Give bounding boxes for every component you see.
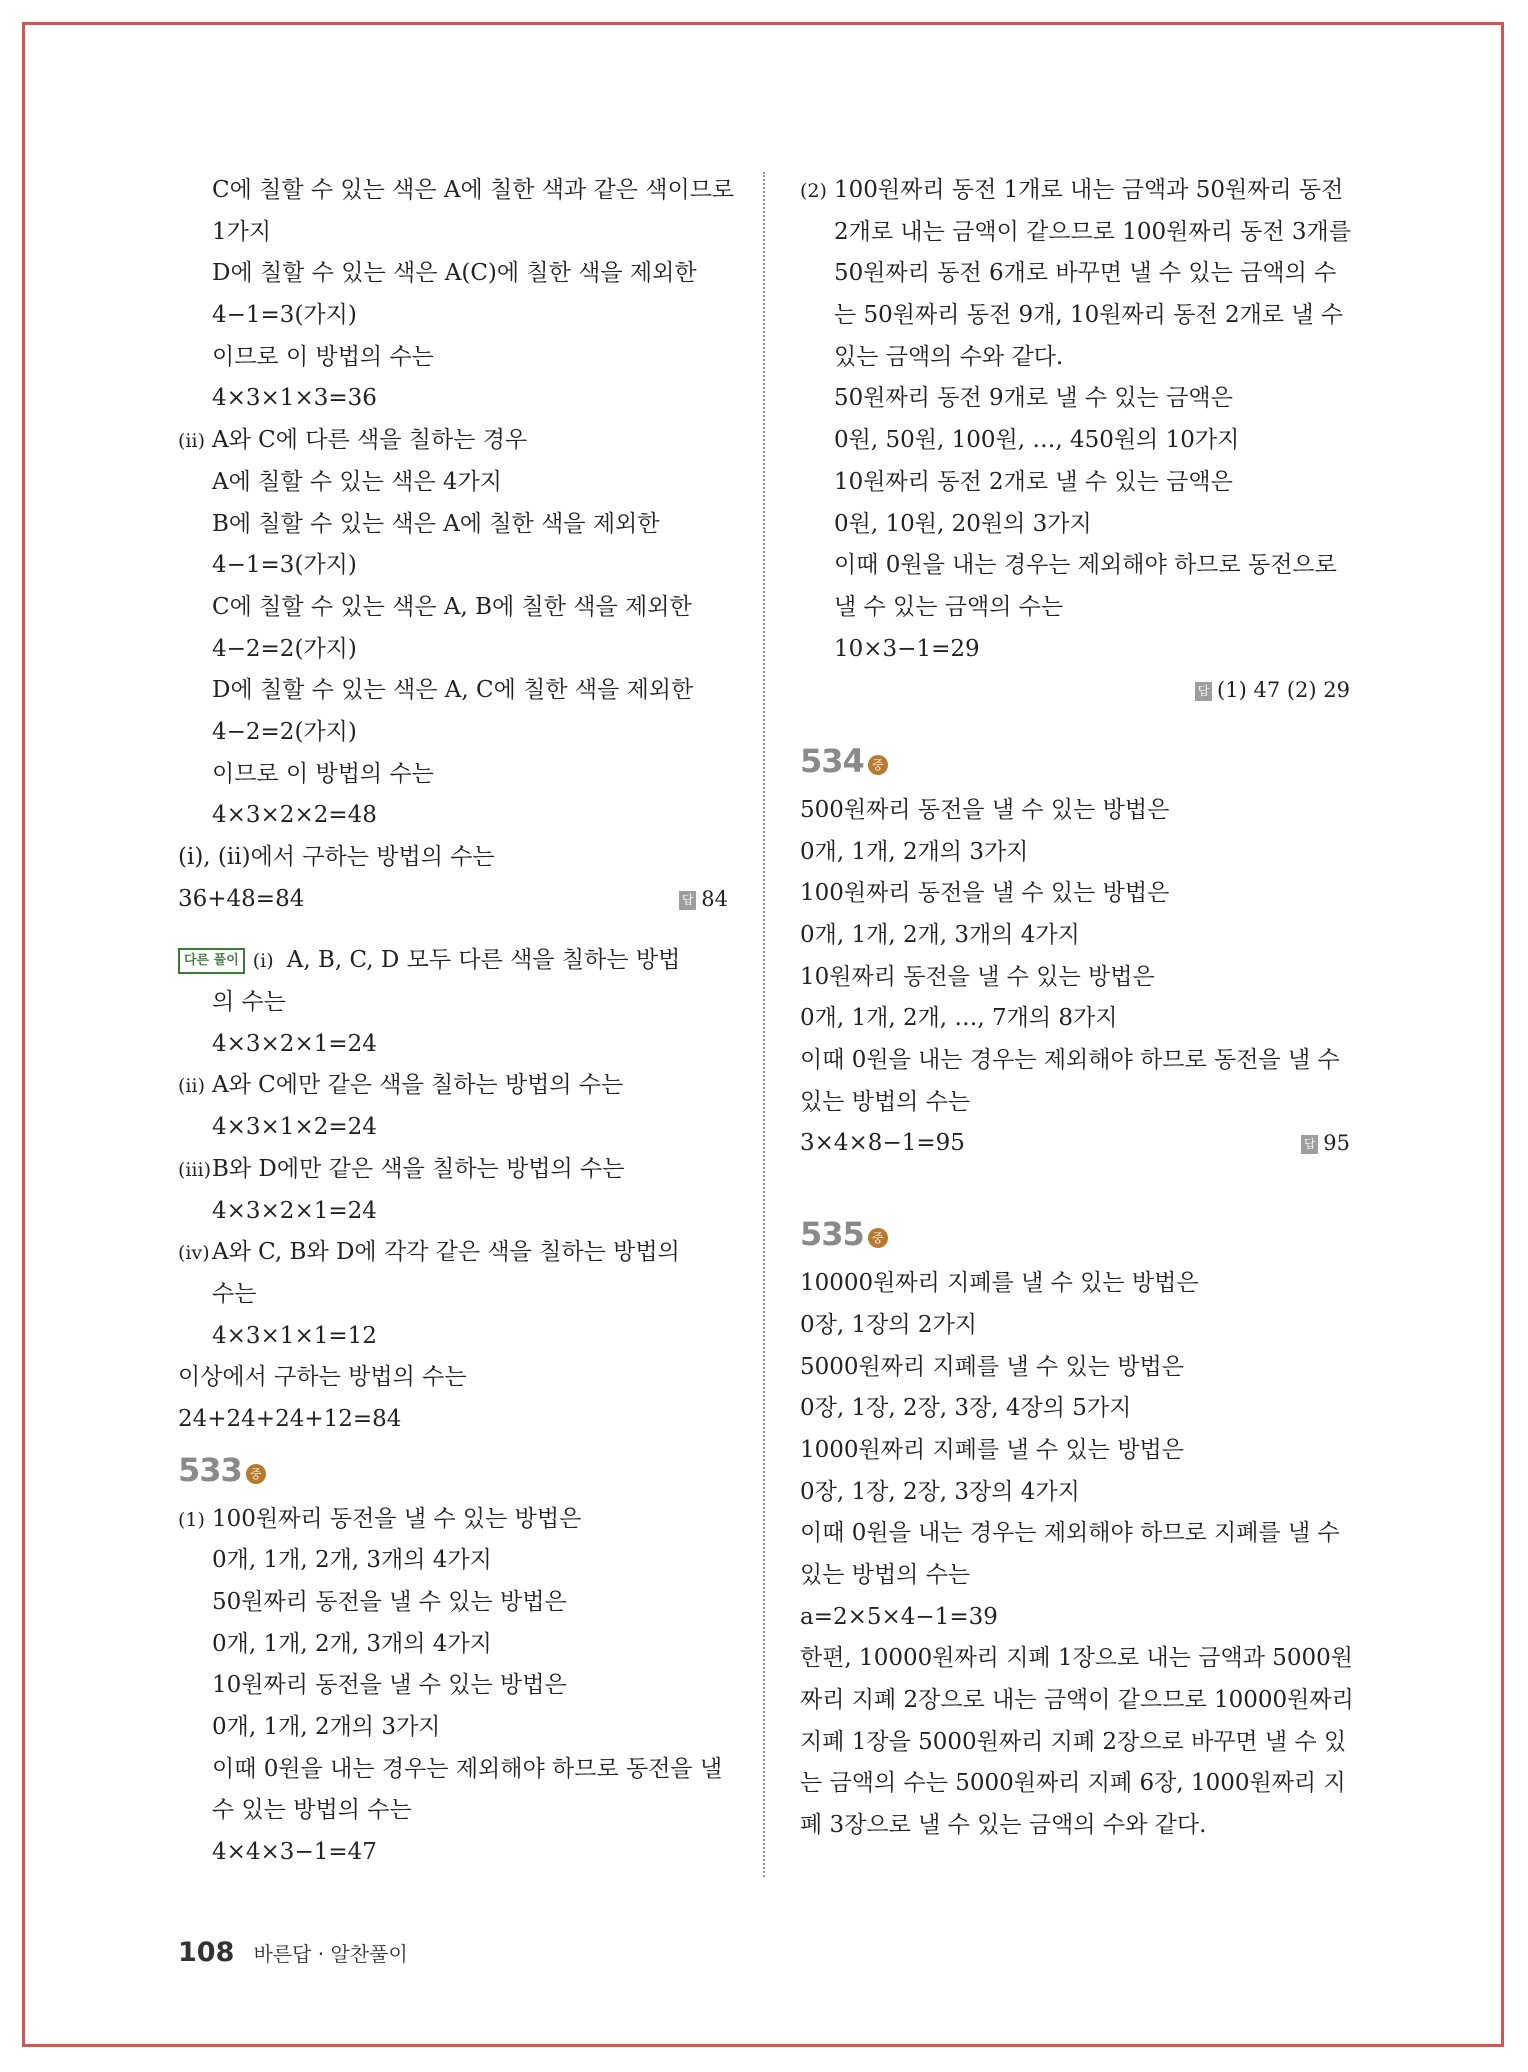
line-text: 0원, 50원, 100원, …, 450원의 10가지 [834, 427, 1240, 454]
problem-number: 534 [800, 741, 864, 780]
line-text: 2개로 내는 금액이 같으므로 100원짜리 동전 3개를 [834, 218, 1351, 245]
text-line [800, 790, 1350, 832]
answer-value: (1) 47 (2) 29 [1217, 678, 1350, 703]
line-text: 4−2=2(가지) [212, 718, 357, 745]
line-text: 있는 방법의 수는 [800, 1561, 971, 1588]
text-line [800, 1040, 1350, 1082]
line-text: B와 D에만 같은 색을 칠하는 방법의 수는 [212, 1155, 625, 1182]
alt-solution-badge: 다른 풀이 [178, 948, 245, 974]
line-text: 0장, 1장, 2장, 3장, 4장의 5가지 [800, 1395, 1132, 1422]
line-text: 이때 0원을 내는 경우는 제외해야 하므로 동전을 낼 [212, 1755, 723, 1782]
text-line [800, 998, 1350, 1040]
text-line [800, 337, 1350, 379]
text-line [800, 1513, 1350, 1555]
difficulty-badge: 중 [246, 1464, 266, 1484]
line-text: 짜리 지폐 2장으로 내는 금액이 같으므로 10000원짜리 [800, 1687, 1354, 1713]
book-title: 바른답 · 알찬풀이 [253, 1942, 408, 1966]
line-text: 10000원짜리 지폐를 낼 수 있는 방법은 [800, 1270, 1199, 1297]
text-line [178, 1107, 728, 1149]
line-text: B에 칠할 수 있는 색은 A에 칠한 색을 제외한 [212, 510, 660, 537]
line-text: 10원짜리 동전 2개로 낼 수 있는 금액은 [834, 468, 1233, 495]
page-footer [178, 1935, 408, 1971]
line-text: (ⅰ), (ⅱ)에서 구하는 방법의 수는 [178, 844, 495, 870]
text-line [178, 712, 728, 754]
text-line [800, 545, 1350, 587]
text-line [800, 1805, 1350, 1847]
text-line [178, 795, 728, 837]
line-text: 4−1=3(가지) [212, 552, 357, 579]
line-text: 4×3×2×1=24 [212, 1030, 377, 1057]
text-line [178, 670, 728, 712]
line-text: A에 칠할 수 있는 색은 4가지 [212, 468, 502, 495]
case-marker: (ⅱ) [178, 1075, 205, 1098]
left-column [178, 170, 735, 1874]
problem-heading [800, 732, 1350, 790]
line-text: 4×3×1×3=36 [212, 385, 377, 412]
text-line [800, 873, 1350, 915]
text-line [800, 1472, 1350, 1514]
text-line [800, 1680, 1354, 1722]
text-line [800, 1388, 1350, 1430]
spacer [178, 920, 728, 940]
text-line [178, 1399, 728, 1441]
line-text: 3×4×8−1=95 [800, 1130, 965, 1157]
line-text: 24+24+24+12=84 [178, 1405, 402, 1432]
line-text: 0개, 1개, 2개, 3개의 4가지 [800, 922, 1080, 948]
line-text: 0개, 1개, 2개의 3가지 [800, 838, 1029, 865]
line-text: 10×3−1=29 [834, 635, 980, 662]
text-line [800, 1722, 1350, 1764]
line-text: 0개, 1개, 2개의 3가지 [212, 1714, 441, 1741]
right-column [800, 170, 1354, 1847]
case-marker: (1) [178, 1508, 205, 1531]
line-text: A와 C, B와 D에 각각 같은 색을 칠하는 방법의 [212, 1239, 680, 1266]
text-line [178, 420, 728, 462]
text-line [178, 337, 728, 379]
line-text: 50원짜리 동전 6개로 바꾸면 낼 수 있는 금액의 수 [834, 260, 1337, 287]
text-line [178, 1832, 728, 1874]
line-text: 낼 수 있는 금액의 수는 [834, 593, 1064, 620]
text-line [178, 1707, 728, 1749]
line-text: a=2×5×4−1=39 [800, 1603, 998, 1630]
line-text: 100원짜리 동전을 낼 수 있는 방법은 [800, 880, 1170, 907]
line-text: 4×3×2×2=48 [212, 802, 377, 829]
text-line [178, 253, 728, 295]
line-text: 4×3×1×2=24 [212, 1114, 377, 1141]
text-line [178, 1274, 728, 1316]
line-text: 0개, 1개, 2개, 3개의 4가지 [212, 1547, 492, 1574]
answer-icon: 답 [1195, 682, 1212, 701]
text-line [178, 837, 728, 879]
line-text: 이때 0원을 내는 경우는 제외해야 하므로 지폐를 낼 수 [800, 1520, 1340, 1547]
text-line [178, 378, 728, 420]
line-text: 는 50원짜리 동전 9개, 10원짜리 동전 2개로 낼 수 [834, 302, 1344, 329]
difficulty-badge: 중 [868, 1228, 888, 1248]
answer-value: 84 [701, 886, 728, 911]
line-text: 는 금액의 수는 5000원짜리 지폐 6장, 1000원짜리 지 [800, 1770, 1346, 1797]
text-line [178, 462, 728, 504]
text-line [178, 1024, 728, 1066]
text-line [800, 587, 1350, 629]
text-line [178, 1499, 728, 1541]
text-line [800, 1305, 1350, 1347]
problem-number: 535 [800, 1215, 864, 1254]
text-line [178, 1232, 728, 1274]
text-line [800, 1430, 1350, 1472]
text-line [178, 212, 728, 254]
spacer [800, 712, 1350, 732]
answer-box [1195, 670, 1350, 712]
line-text: A와 C에만 같은 색을 칠하는 방법의 수는 [212, 1072, 624, 1099]
spacer [800, 1185, 1350, 1205]
text-line [178, 629, 728, 671]
line-text: 36+48=84 [178, 885, 305, 912]
line-text: 4−1=3(가지) [212, 302, 357, 329]
text-line [800, 212, 1350, 254]
line-text: 이때 0원을 내는 경우는 제외해야 하므로 동전으로 [834, 552, 1337, 579]
line-text: 지폐 1장을 5000원짜리 지폐 2장으로 바꾸면 낼 수 있 [800, 1728, 1347, 1755]
text-line [800, 670, 1350, 712]
text-line [178, 1582, 728, 1624]
line-text: 50원짜리 동전을 낼 수 있는 방법은 [212, 1589, 567, 1615]
text-line [178, 295, 728, 337]
line-text: 0장, 1장, 2장, 3장의 4가지 [800, 1478, 1080, 1505]
line-text: 이상에서 구하는 방법의 수는 [178, 1364, 467, 1391]
line-text: 수 있는 방법의 수는 [212, 1797, 412, 1824]
case-marker: (ⅰ) [252, 950, 274, 973]
line-text: 1000원짜리 지폐를 낼 수 있는 방법은 [800, 1436, 1184, 1463]
text-line [178, 1624, 728, 1666]
text-line [178, 940, 728, 982]
text-line [800, 420, 1350, 462]
text-line [178, 170, 735, 212]
line-text: 폐 3장으로 낼 수 있는 금액의 수와 같다. [800, 1812, 1207, 1839]
text-line [800, 1638, 1353, 1680]
case-marker: (ⅱ) [178, 430, 205, 453]
text-line [178, 1357, 728, 1399]
page-number: 108 [178, 1937, 235, 1968]
text-line [178, 1665, 728, 1707]
text-line [800, 1123, 1350, 1165]
line-text: D에 칠할 수 있는 색은 A, C에 칠한 색을 제외한 [212, 677, 694, 704]
case-marker: (ⅲ) [178, 1158, 212, 1181]
line-text: 500원짜리 동전을 낼 수 있는 방법은 [800, 796, 1170, 823]
line-text: 의 수는 [212, 989, 286, 1016]
text-line [178, 1065, 728, 1107]
line-text: 이므로 이 방법의 수는 [212, 343, 434, 370]
text-line [178, 879, 728, 921]
text-line [178, 982, 728, 1024]
line-text: C에 칠할 수 있는 색은 A, B에 칠한 색을 제외한 [212, 593, 692, 620]
line-text: 4×3×2×1=24 [212, 1197, 377, 1224]
text-line [800, 1347, 1350, 1389]
text-line [178, 1790, 728, 1832]
answer-icon: 답 [1301, 1135, 1318, 1154]
column-divider [763, 172, 765, 1877]
answer-value: 95 [1323, 1131, 1350, 1156]
text-line [178, 754, 728, 796]
difficulty-badge: 중 [868, 755, 888, 775]
text-line [800, 295, 1350, 337]
text-line [800, 1763, 1350, 1805]
line-text: 4×4×3−1=47 [212, 1839, 377, 1866]
line-text: 0개, 1개, 2개, 3개의 4가지 [212, 1630, 492, 1657]
problem-number: 533 [178, 1450, 242, 1489]
answer-icon: 답 [679, 891, 696, 910]
text-line [178, 504, 728, 546]
case-marker: (ⅳ) [178, 1242, 210, 1265]
line-text: 이때 0원을 내는 경우는 제외해야 하므로 동전을 낼 수 [800, 1047, 1340, 1074]
line-text: 50원짜리 동전 9개로 낼 수 있는 금액은 [834, 385, 1233, 412]
text-line [800, 915, 1350, 957]
text-line [800, 1082, 1350, 1124]
text-line [800, 957, 1350, 999]
text-line [800, 253, 1350, 295]
line-text: A와 C에 다른 색을 칠하는 경우 [212, 427, 528, 454]
text-line [800, 170, 1350, 212]
problem-heading [800, 1205, 1350, 1263]
text-line [178, 1316, 728, 1358]
answer-box [1301, 1123, 1350, 1165]
text-line [800, 1555, 1350, 1597]
text-line [800, 378, 1350, 420]
line-text: 100원짜리 동전 1개로 내는 금액과 50원짜리 동전 [834, 177, 1344, 203]
line-text: 0개, 1개, 2개, …, 7개의 8가지 [800, 1005, 1118, 1032]
line-text: 100원짜리 동전을 낼 수 있는 방법은 [212, 1505, 582, 1532]
line-text: 1가지 [212, 218, 272, 245]
line-text: 있는 금액의 수와 같다. [834, 343, 1064, 370]
text-line [800, 832, 1350, 874]
line-text: C에 칠할 수 있는 색은 A에 칠한 색과 같은 색이므로 [212, 177, 735, 203]
line-text: 5000원짜리 지폐를 낼 수 있는 방법은 [800, 1353, 1184, 1380]
line-text: 4×3×1×1=12 [212, 1322, 377, 1349]
line-text: 이므로 이 방법의 수는 [212, 760, 434, 787]
text-line [178, 1749, 728, 1791]
line-text: 10원짜리 동전을 낼 수 있는 방법은 [800, 963, 1155, 990]
text-line [178, 1540, 728, 1582]
line-text: 0장, 1장의 2가지 [800, 1311, 977, 1338]
text-line [800, 1597, 1350, 1639]
line-text: A, B, C, D 모두 다른 색을 칠하는 방법 [286, 947, 681, 974]
text-line [178, 1191, 728, 1233]
text-line [800, 504, 1350, 546]
text-line [800, 462, 1350, 504]
line-text: 0원, 10원, 20원의 3가지 [834, 510, 1092, 537]
problem-heading [178, 1441, 728, 1499]
text-line [800, 1263, 1350, 1305]
line-text: 있는 방법의 수는 [800, 1088, 971, 1115]
spacer [800, 1165, 1350, 1185]
case-marker: (2) [800, 180, 827, 202]
text-line [178, 587, 728, 629]
text-line [178, 545, 728, 587]
text-line [178, 1149, 728, 1191]
line-text: 4−2=2(가지) [212, 635, 357, 662]
line-text: D에 칠할 수 있는 색은 A(C)에 칠한 색을 제외한 [212, 260, 697, 287]
line-text: 한편, 10000원짜리 지폐 1장으로 내는 금액과 5000원 [800, 1645, 1353, 1672]
line-text: 수는 [212, 1280, 257, 1307]
line-text: 10원짜리 동전을 낼 수 있는 방법은 [212, 1672, 567, 1699]
answer-box [679, 879, 728, 921]
text-line [800, 629, 1350, 671]
